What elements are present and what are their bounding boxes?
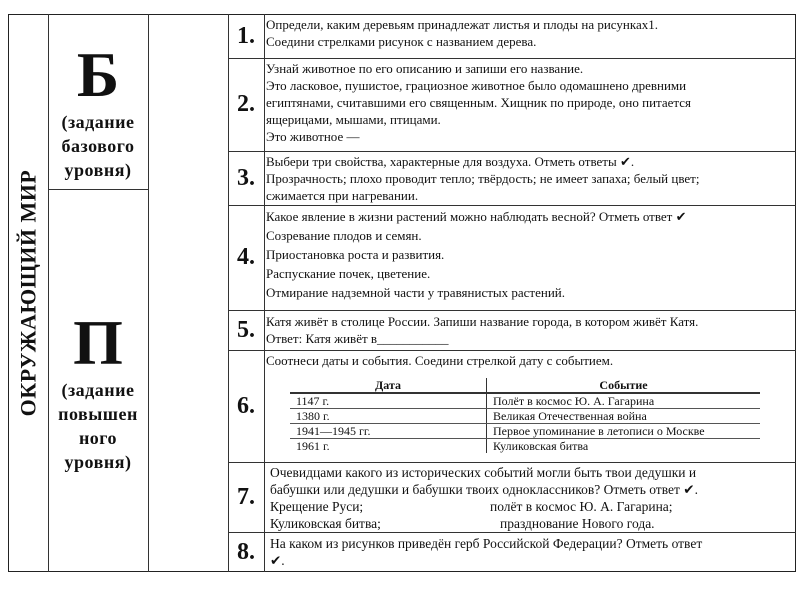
task-text: бабушки или дедушки и бабушки твоих одноклассников? Отметь ответ ✔. — [270, 482, 698, 497]
level-text: уровня) — [64, 160, 132, 180]
task-text: египтянами, считавшими его священным. Хищник по природе, оно питается — [266, 95, 692, 110]
table-row — [290, 439, 760, 454]
task-text: сжимается при нагревании. — [266, 188, 419, 203]
task-text: Очевидцами какого из исторических событий могли быть твои дедушки и — [270, 465, 697, 480]
date-cell: 1941—1945 гг. — [290, 424, 487, 439]
task-text: Отмирание надземной части у травянистых растений. — [266, 285, 565, 300]
task-number: 7. — [237, 483, 255, 510]
task-text: Распускание почек, цветение. — [266, 266, 431, 281]
task-5 — [266, 313, 792, 347]
task-text: На каком из рисунков приведён герб Российской Федерации? Отметь ответ — [270, 536, 703, 551]
divider — [264, 14, 265, 572]
task-number: 6. — [237, 392, 255, 419]
answer-option[interactable]: празднование Нового года. — [500, 516, 655, 531]
task-4 — [266, 207, 792, 302]
task-text: Ответ: Катя живёт в___________ — [266, 331, 449, 346]
answer-option[interactable]: Куликовская битва; — [270, 516, 381, 531]
task-text: Соедини стрелками рисунок с названием дерева. — [266, 34, 537, 49]
task-number: 3. — [237, 164, 255, 191]
task-3 — [266, 153, 792, 204]
task-text: Приостановка роста и развития. — [266, 247, 445, 262]
date-cell: 1147 г. — [290, 393, 487, 409]
event-cell: Куликовская битва — [493, 439, 589, 453]
date-cell: 1961 г. — [290, 439, 487, 454]
level-letter: П — [73, 307, 123, 378]
divider — [228, 350, 796, 351]
subject-label — [8, 14, 48, 572]
task-number: 8. — [237, 538, 255, 565]
level-text: уровня) — [64, 452, 132, 472]
table-row — [290, 424, 760, 439]
level-text: повышен — [58, 404, 138, 424]
dates-events-table — [290, 378, 760, 453]
task-text: ящерицами, мышами, птицами. — [266, 112, 441, 127]
level-text: (задание — [61, 112, 135, 132]
task-text: ✔. — [270, 553, 285, 568]
task-number: 1. — [237, 22, 255, 49]
task-text: Катя живёт в столице России. Запиши название города, в котором живёт Катя. — [266, 314, 699, 329]
task-text: Это ласковое, пушистое, грациозное животное было одомашнено древними — [266, 78, 687, 93]
task-text: Узнай животное по его описанию и запиши его название. — [266, 61, 584, 76]
level-advanced — [48, 308, 148, 474]
event-cell: Великая Отечественная война — [487, 409, 761, 424]
task-text: Соотнеси даты и события. Соедини стрелкой дату с событием. — [266, 353, 614, 368]
table-row — [290, 393, 760, 409]
divider — [228, 205, 796, 206]
level-text: базового — [61, 136, 135, 156]
level-letter: Б — [76, 39, 120, 110]
column-header: Событие — [487, 378, 761, 393]
divider — [228, 58, 796, 59]
subject-text: ОКРУЖАЮЩИЙ МИР — [15, 169, 40, 417]
task-text: Какое явление в жизни растений можно наблюдать весной? Отметь ответ ✔ — [266, 209, 687, 224]
divider — [228, 151, 796, 152]
divider — [148, 14, 149, 572]
task-7 — [270, 464, 796, 532]
task-number: 4. — [237, 244, 255, 270]
task-6 — [266, 352, 792, 369]
task-text: Прозрачность; плохо проводит тепло; твёрдость; не имеет запаха; белый цвет; — [266, 171, 700, 186]
date-cell: 1380 г. — [290, 409, 487, 424]
divider — [228, 462, 796, 463]
table-row — [290, 409, 760, 424]
task-number: 5. — [237, 316, 255, 343]
divider — [48, 189, 148, 190]
divider — [228, 310, 796, 311]
task-text: Определи, каким деревьям принадлежат листья и плоды на рисунках1. — [266, 17, 659, 32]
task-text: Созревание плодов и семян. — [266, 228, 422, 243]
event-cell: Полёт в космос Ю. А. Гагарина — [487, 393, 761, 409]
divider — [228, 532, 796, 533]
event-cell: Первое упоминание в летописи о Москве — [487, 424, 761, 439]
column-header: Дата — [290, 378, 487, 393]
task-2 — [266, 60, 792, 145]
level-basic — [48, 40, 148, 182]
answer-option[interactable]: Крещение Руси; — [270, 499, 364, 514]
task-8 — [270, 535, 796, 569]
task-text: Это животное — — [266, 129, 360, 144]
task-text: Выбери три свойства, характерные для воздуха. Отметь ответы ✔. — [266, 154, 635, 169]
level-text: (задание — [61, 380, 135, 400]
level-text: ного — [78, 428, 118, 448]
task-1 — [266, 16, 792, 50]
answer-option[interactable]: полёт в космос Ю. А. Гагарина; — [490, 499, 673, 514]
task-number: 2. — [237, 91, 255, 117]
